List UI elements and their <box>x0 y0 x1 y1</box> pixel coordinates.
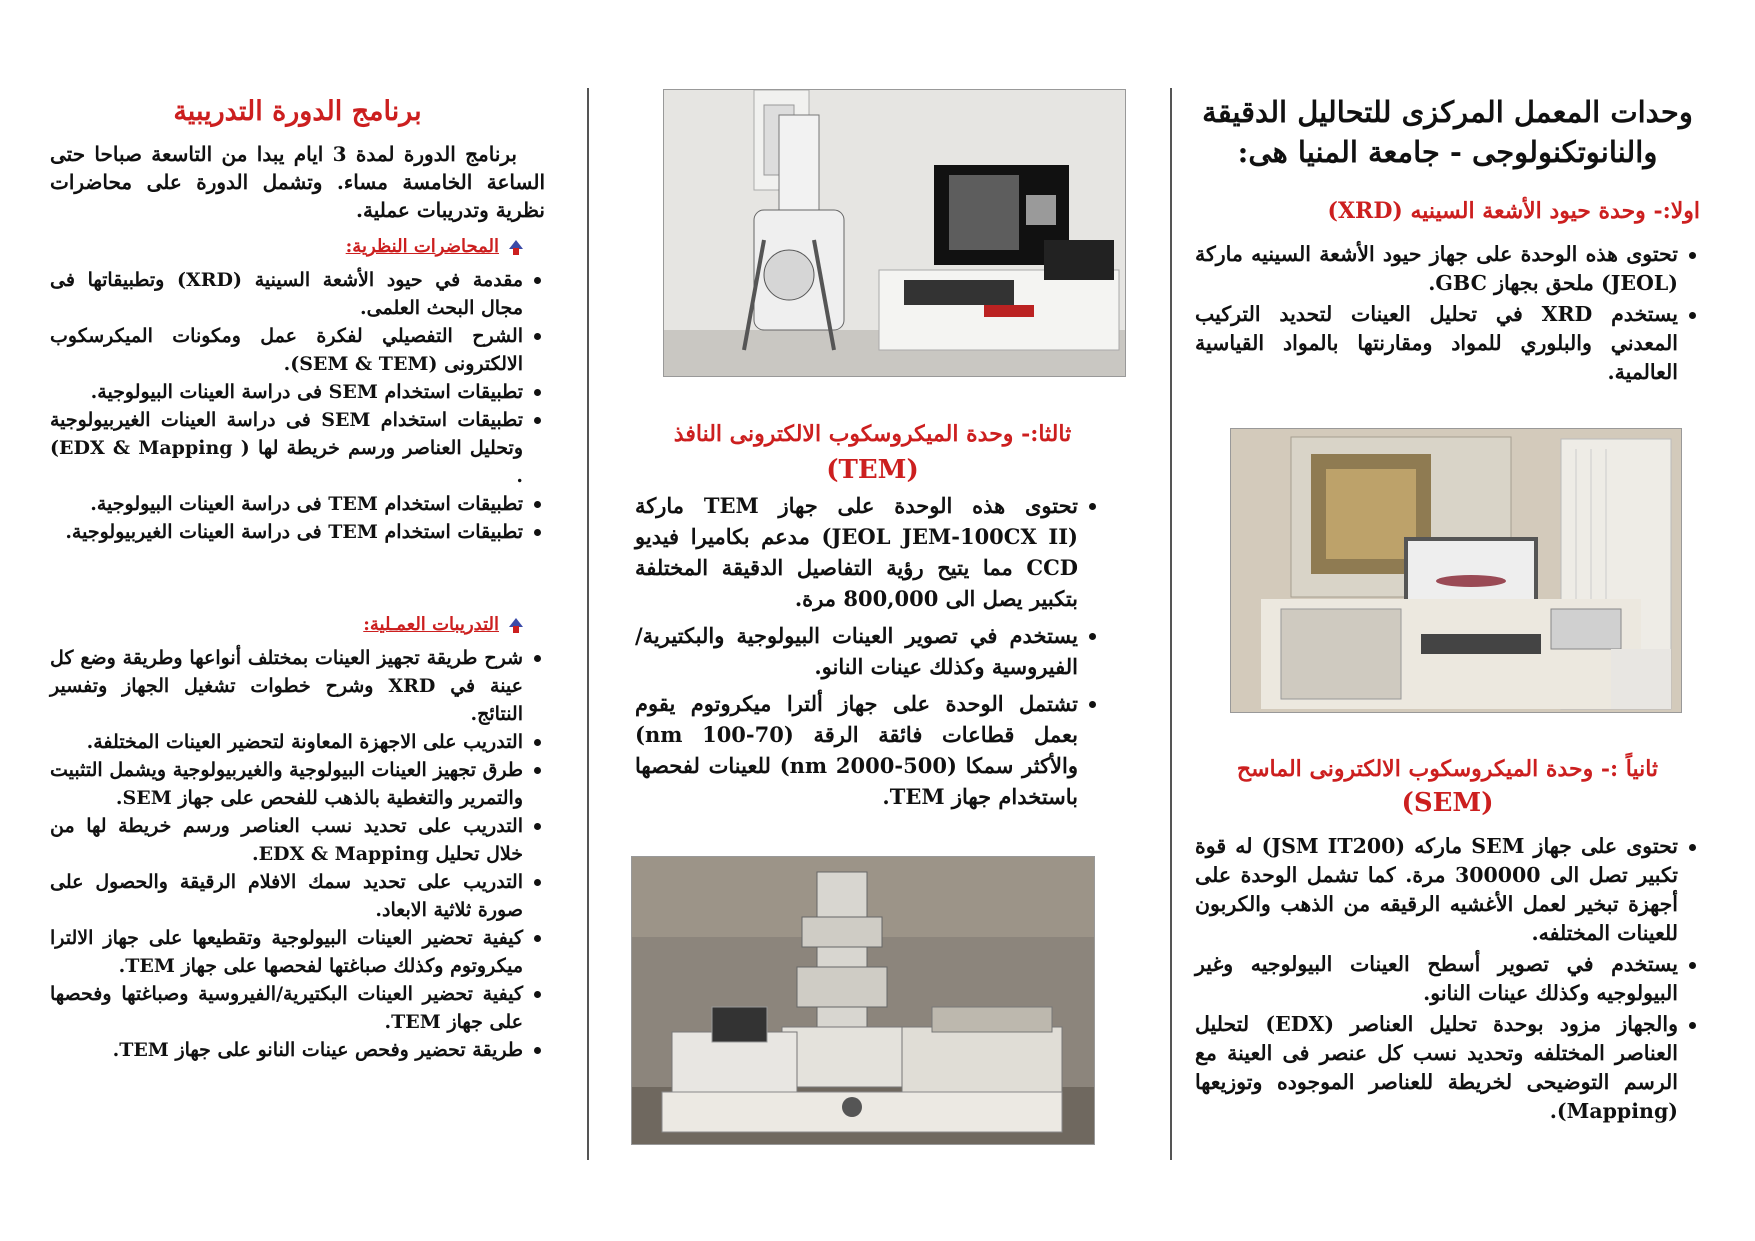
training-program-title: برنامج الدورة التدريبية <box>173 96 422 127</box>
tem-list <box>635 490 1100 818</box>
list-item: تطبيقات استخدام SEM فى دراسة العينات البيولوجية. <box>50 378 545 406</box>
training-intro: برنامج الدورة لمدة 3 ايام يبدا من التاسعة صباحا حتى الساعة الخامسة مساء. وتشمل الدورة على محاضرات نظرية وتدريبات عملية. <box>50 142 545 222</box>
list-item: تحتوى على جهاز SEM ماركه (JSM IT200) له قوة تكبير تصل الى 300000 مرة. كما تشمل الوحدة على أجهزة تبخير لعمل الأغشيه الرقيقه من الذهب والكربون للعينات المختلفه. <box>1195 832 1700 948</box>
list-item: التدريب على تحديد نسب العناصر ورسم خريطة لها من خلال تحليل EDX & Mapping. <box>50 812 545 868</box>
list-item: تشتمل الوحدة على جهاز ألترا ميكروتوم يقوم بعمل قطاعات فائقة الرقة (70-100 nm) والأكثر سمكا (500-2000 nm) للعينات لفحصها باستخدام جهاز TEM. <box>635 688 1100 812</box>
practical-heading-text: التدريبات العمـلية: <box>363 614 499 635</box>
main-heading <box>1195 92 1700 172</box>
arrow-bullet-icon <box>507 238 525 256</box>
theory-heading <box>346 236 525 257</box>
main-heading-line-1: وحدات المعمل المركزى للتحاليل الدقيقة <box>1202 95 1693 129</box>
list-item: شرح طريقة تجهيز العينات بمختلف أنواعها وطريقة وضع كل عينة في XRD وشرح خطوات تشغيل الجهاز وتفسير النتائج. <box>50 644 545 728</box>
tem-title-line-1: ثالثا:- وحدة الميكروسكوب الالكترونى النافذ <box>673 421 1072 447</box>
column-divider-right <box>1170 88 1172 1160</box>
list-item: كيفية تحضير العينات البكتيرية/الفيروسية وصباغتها وفحصها على جهاز TEM. <box>50 980 545 1036</box>
list-item: يستخدم في تصوير أسطح العينات البيولوجيه وغير البيولوجيه وكذلك عينات النانو. <box>1195 950 1700 1008</box>
list-item: تطبيقات استخدام SEM فى دراسة العينات الغيربيولوجية وتحليل العناصر ورسم خريطة لها ( EDX & Mapping) . <box>50 406 545 490</box>
list-item: تحتوى هذه الوحدة على جهاز حيود الأشعة السينيه ماركة (JEOL) ملحق بجهاز GBC. <box>1195 240 1700 298</box>
sem-section-title <box>1195 752 1700 820</box>
practical-list <box>50 644 545 1064</box>
xrd-list <box>1195 240 1700 389</box>
main-heading-line-2: والنانوتكنولوجى - جامعة المنيا هى: <box>1237 135 1658 169</box>
xrd-instrument-photo <box>1230 428 1682 713</box>
list-item: التدريب على الاجهزة المعاونة لتحضير العينات المختلفة. <box>50 728 545 756</box>
list-item: يستخدم في تصوير العينات البيولوجية والبكتيرية/ الفيروسية وكذلك عينات النانو. <box>635 620 1100 682</box>
theory-list <box>50 266 545 546</box>
list-item: مقدمة في حيود الأشعة السينية (XRD) وتطبيقاتها فى مجال البحث العلمى. <box>50 266 545 322</box>
list-item: طريقة تحضير وفحص عينات النانو على جهاز TEM. <box>50 1036 545 1064</box>
tem-photo-illustration <box>632 857 1095 1145</box>
xrd-section-title: اولا:- وحدة حيود الأشعة السينيه (XRD) <box>1327 198 1700 224</box>
list-item: تحتوى هذه الوحدة على جهاز TEM ماركة (JEOL JEM-100CX II) مدعم بكاميرا فيديو CCD مما يتيح رؤية التفاصيل الدقيقة المختلفة بتكبير يصل الى 800,000 مرة. <box>635 490 1100 614</box>
tem-title-line-2: (TEM) <box>826 455 919 485</box>
column-divider-left <box>587 88 589 1160</box>
xrd-photo-illustration <box>1231 429 1682 713</box>
list-item: تطبيقات استخدام TEM فى دراسة العينات الغيربيولوجية. <box>50 518 545 546</box>
practical-heading <box>363 614 525 635</box>
theory-heading-text: المحاضرات النظرية: <box>345 236 499 257</box>
sem-photo-illustration <box>664 90 1126 377</box>
list-item: والجهاز مزود بوحدة تحليل العناصر (EDX) لتحليل العناصر المختلفه وتحديد نسب كل عنصر فى العينة مع الرسم التوضيحى لخريطة للعناصر الموجوده وتوزيعها (Mapping). <box>1195 1010 1700 1126</box>
sem-instrument-photo <box>663 89 1126 377</box>
list-item: طرق تجهيز العينات البيولوجية والغيربيولوجية ويشمل التثبيت والتمرير والتغطية بالذهب للفحص على جهاز SEM. <box>50 756 545 812</box>
sem-title-line-1: ثانياً :- وحدة الميكروسكوب الالكترونى الماسح <box>1236 756 1659 782</box>
sem-title-line-2: (SEM) <box>1401 788 1494 818</box>
arrow-bullet-icon <box>507 616 525 634</box>
left-column <box>50 0 545 1241</box>
list-item: التدريب على تحديد سمك الافلام الرقيقة والحصول على صورة ثلاثية الابعاد. <box>50 868 545 924</box>
list-item: كيفية تحضير العينات البيولوجية وتقطيعها على جهاز الالترا ميكروتوم وكذلك صباغتها لفحصها على جهاز TEM. <box>50 924 545 980</box>
tem-instrument-photo <box>631 856 1095 1145</box>
list-item: تطبيقات استخدام TEM فى دراسة العينات البيولوجية. <box>50 490 545 518</box>
tem-section-title <box>620 416 1125 488</box>
sem-list <box>1195 832 1700 1128</box>
list-item: الشرح التفصيلي لفكرة عمل ومكونات الميكرسكوب الالكترونى (SEM & TEM). <box>50 322 545 378</box>
list-item: يستخدم XRD في تحليل العينات لتحديد التركيب المعدني والبلوري للمواد ومقارنتها بالمواد القياسية العالمية. <box>1195 300 1700 387</box>
